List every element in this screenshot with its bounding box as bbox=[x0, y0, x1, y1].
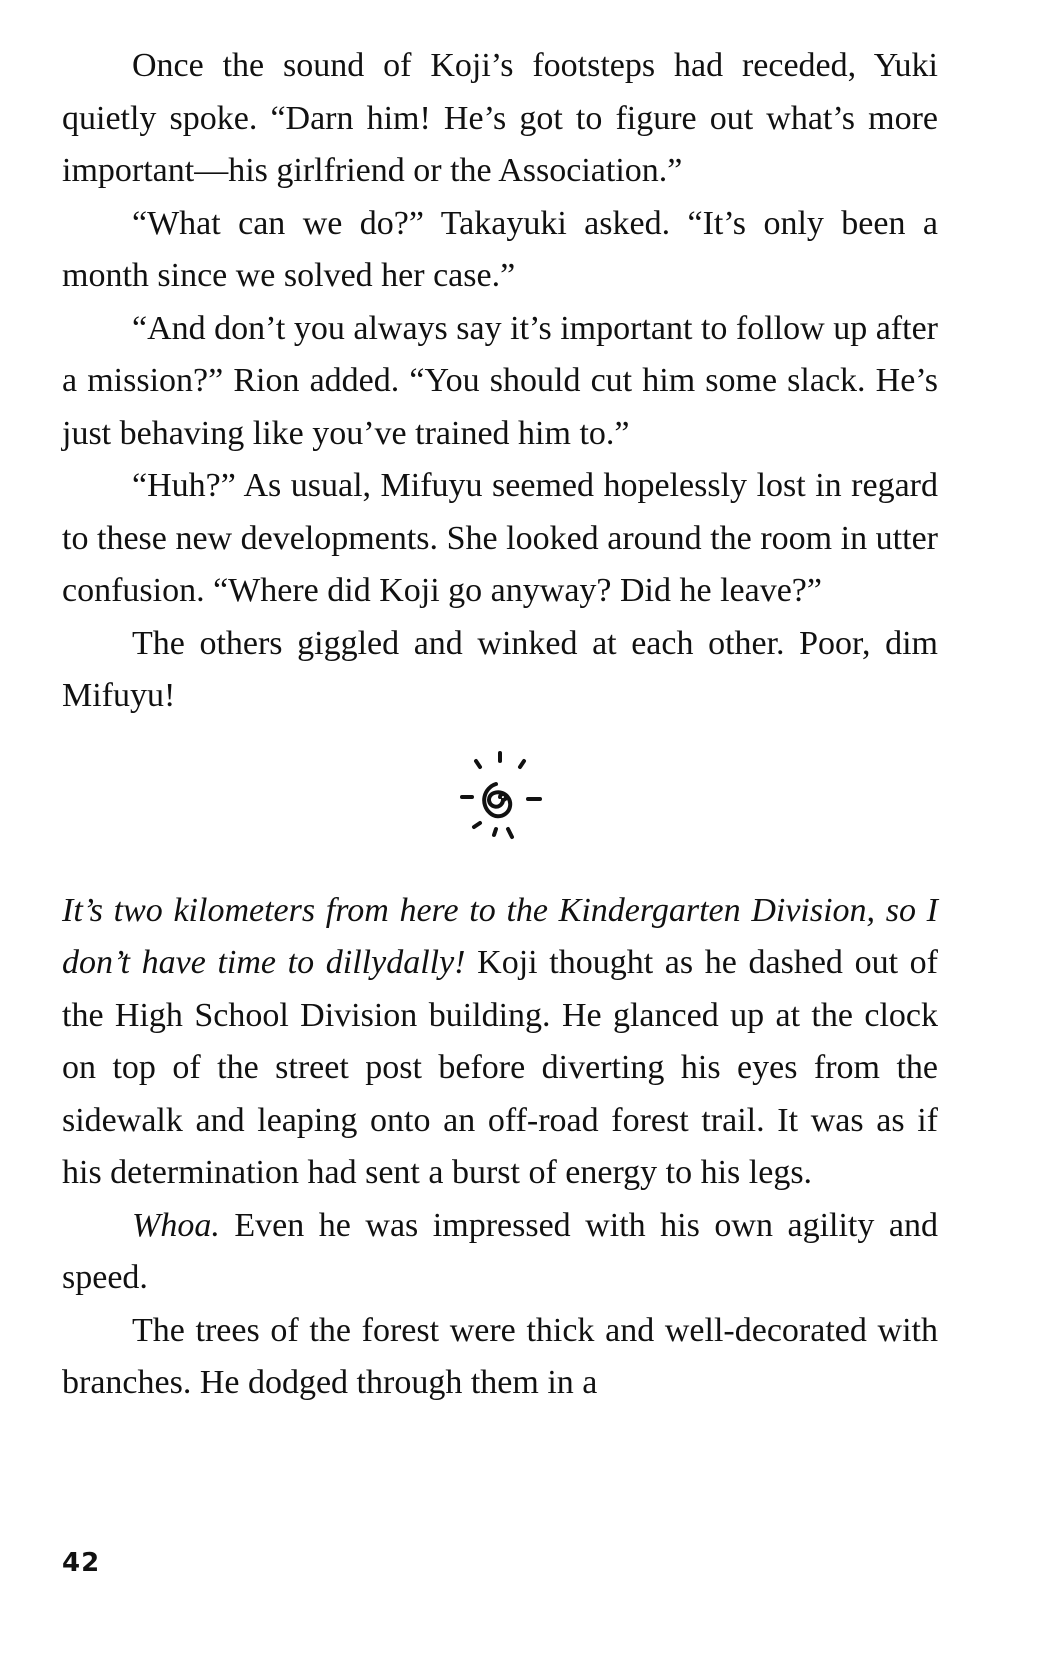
paragraph bbox=[62, 1200, 938, 1305]
sun-spiral-icon bbox=[440, 739, 560, 859]
paragraph bbox=[62, 885, 938, 1200]
page-number: 42 bbox=[62, 1548, 101, 1578]
paragraph: The trees of the forest were thick and well-decorated with branches. He dodged through them in a bbox=[62, 1311, 938, 1401]
paragraph: “And don’t you always say it’s important to follow up after a mission?” Rion added. “You should cut him some slack. He’s just behaving like you’ve trained him to.” bbox=[62, 309, 938, 452]
book-page bbox=[62, 40, 938, 1410]
paragraph: “Huh?” As usual, Mifuyu seemed hopelessly lost in regard to these new developments. She looked around the room in utter confusion. “Where did Koji go anyway? Did he leave?” bbox=[62, 467, 938, 609]
italic-thought: It’s two kilometers from here to the Kindergarten Division, so I don’t have time to dillydally! bbox=[62, 891, 938, 981]
paragraph: “What can we do?” Takayuki asked. “It’s only been a month since we solved her case.” bbox=[62, 204, 938, 294]
italic-thought: Whoa. bbox=[132, 1206, 220, 1244]
paragraph: Once the sound of Koji’s footsteps had receded, Yuki quietly spoke. “Darn him! He’s got to figure out what’s more important—his girlfriend or the Association.” bbox=[62, 47, 938, 189]
paragraph: The others giggled and winked at each other. Poor, dim Mifuyu! bbox=[62, 624, 938, 714]
paragraph-text: Koji thought as he dashed out of the High School Division building. He glanced up at the clock on top of the street post before diverting his eyes from the sidewalk and leaping onto an off-road forest trail. It was as if his determination had sent a burst of energy to his legs. bbox=[62, 944, 939, 1191]
paragraph-text: Even he was impressed with his own agility and speed. bbox=[62, 1206, 938, 1296]
